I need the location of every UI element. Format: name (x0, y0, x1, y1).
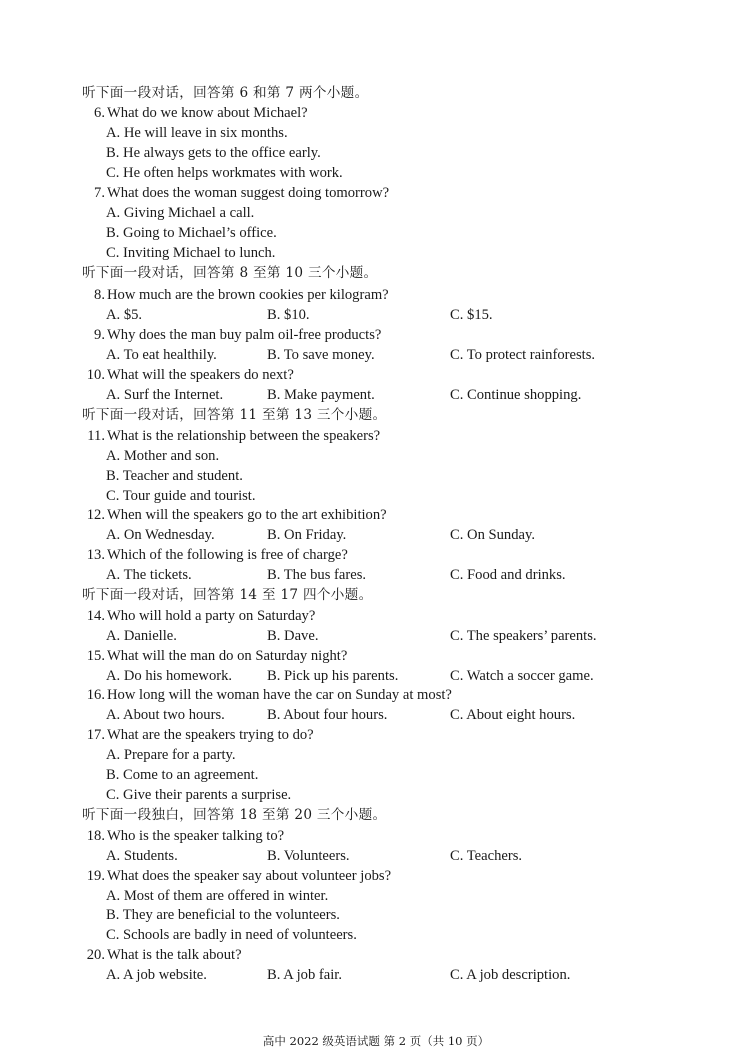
question-number: 10. (86, 367, 105, 383)
option-b: B. About four hours. (267, 707, 388, 723)
question-number: 17. (86, 727, 105, 743)
option-c: C. Give their parents a surprise. (106, 787, 292, 803)
question-text: Who is the speaker talking to? (107, 828, 285, 844)
question-number: 7. (94, 185, 105, 201)
section-instruction: 听下面一段对话，回答第 11 至第 13 三个小题。 (82, 407, 387, 423)
option-b: B. $10. (267, 307, 310, 323)
page-footer: 高中 2022 级英语试题 第 2 页（共 10 页） (262, 1034, 490, 1048)
option-b: B. Make payment. (267, 387, 375, 403)
question-text: What are the speakers trying to do? (107, 727, 314, 743)
section-instruction: 听下面一段独白，回答第 18 至第 20 三个小题。 (82, 807, 387, 823)
question-number: 15. (86, 648, 105, 664)
option-a: A. $5. (106, 307, 143, 323)
option-c: C. A job description. (450, 967, 571, 983)
question-number: 13. (86, 547, 105, 563)
option-c: C. Teachers. (450, 848, 523, 864)
question-text: What is the talk about? (107, 947, 242, 963)
option-a: A. Surf the Internet. (106, 387, 224, 403)
question-16 (80, 686, 452, 704)
option-b: B. On Friday. (267, 527, 347, 543)
option-b: B. The bus fares. (267, 567, 367, 583)
option-b: B. Going to Michael’s office. (106, 225, 277, 241)
option-b: B. He always gets to the office early. (106, 145, 321, 161)
option-a: A. The tickets. (106, 567, 192, 583)
option-c: C. Watch a soccer game. (450, 668, 594, 684)
question-6 (80, 104, 308, 122)
option-c: C. Food and drinks. (450, 567, 566, 583)
option-a: A. A job website. (106, 967, 207, 983)
option-c: C. $15. (450, 307, 493, 323)
question-10 (80, 366, 294, 384)
option-a: A. Prepare for a party. (106, 747, 236, 763)
question-number: 14. (86, 608, 105, 624)
option-c: C. Continue shopping. (450, 387, 582, 403)
option-b: B. Pick up his parents. (267, 668, 399, 684)
option-c: C. Tour guide and tourist. (106, 488, 256, 504)
option-c: C. On Sunday. (450, 527, 535, 543)
option-a: A. He will leave in six months. (106, 125, 288, 141)
question-13 (80, 546, 348, 564)
question-text: What will the man do on Saturday night? (107, 648, 348, 664)
option-c: C. To protect rainforests. (450, 347, 596, 363)
section-instruction: 听下面一段对话，回答第 6 和第 7 两个小题。 (82, 85, 369, 101)
question-number: 9. (94, 327, 105, 343)
question-number: 6. (94, 105, 105, 121)
option-a: A. Most of them are offered in winter. (106, 888, 329, 904)
question-text: What is the relationship between the speakers? (107, 428, 381, 444)
question-11 (80, 427, 380, 445)
option-b: B. Come to an agreement. (106, 767, 259, 783)
section-instruction: 听下面一段对话，回答第 14 至 17 四个小题。 (82, 587, 373, 603)
option-c: C. He often helps workmates with work. (106, 165, 343, 181)
option-a: A. Mother and son. (106, 448, 220, 464)
question-text: Who will hold a party on Saturday? (107, 608, 316, 624)
question-text: Which of the following is free of charge? (107, 547, 348, 563)
option-b: B. Volunteers. (267, 848, 350, 864)
question-8 (80, 286, 389, 304)
question-19 (80, 867, 391, 885)
question-number: 19. (86, 868, 105, 884)
question-text: How much are the brown cookies per kilogram? (107, 287, 389, 303)
question-14 (80, 607, 315, 625)
question-number: 16. (86, 687, 105, 703)
question-15 (80, 647, 347, 665)
option-a: A. To eat healthily. (106, 347, 217, 363)
question-20 (80, 946, 242, 964)
option-b: B. They are beneficial to the volunteers. (106, 907, 340, 923)
option-a: A. About two hours. (106, 707, 225, 723)
question-number: 12. (86, 507, 105, 523)
option-b: B. Teacher and student. (106, 468, 243, 484)
option-a: A. Do his homework. (106, 668, 233, 684)
option-a: A. Students. (106, 848, 178, 864)
question-number: 11. (87, 428, 105, 444)
option-c: C. About eight hours. (450, 707, 576, 723)
question-text: What does the speaker say about volunteer jobs? (107, 868, 392, 884)
question-text: When will the speakers go to the art exhibition? (107, 507, 387, 523)
option-b: B. A job fair. (267, 967, 342, 983)
question-text: What will the speakers do next? (107, 367, 294, 383)
question-text: What does the woman suggest doing tomorrow? (107, 185, 390, 201)
question-number: 8. (94, 287, 105, 303)
option-c: C. Inviting Michael to lunch. (106, 245, 276, 261)
question-18 (80, 827, 284, 845)
question-17 (80, 726, 314, 744)
question-12 (80, 506, 387, 524)
question-text: What do we know about Michael? (107, 105, 308, 121)
question-9 (80, 326, 381, 344)
question-text: Why does the man buy palm oil-free products? (107, 327, 382, 343)
option-b: B. Dave. (267, 628, 319, 644)
section-instruction: 听下面一段对话，回答第 8 至第 10 三个小题。 (82, 265, 378, 281)
option-c: C. The speakers’ parents. (450, 628, 597, 644)
question-number: 18. (86, 828, 105, 844)
question-number: 20. (86, 947, 105, 963)
question-7 (80, 184, 389, 202)
question-text: How long will the woman have the car on Sunday at most? (107, 687, 452, 703)
option-a: A. On Wednesday. (106, 527, 215, 543)
option-a: A. Giving Michael a call. (106, 205, 255, 221)
option-b: B. To save money. (267, 347, 375, 363)
option-c: C. Schools are badly in need of volunteers. (106, 927, 357, 943)
option-a: A. Danielle. (106, 628, 177, 644)
